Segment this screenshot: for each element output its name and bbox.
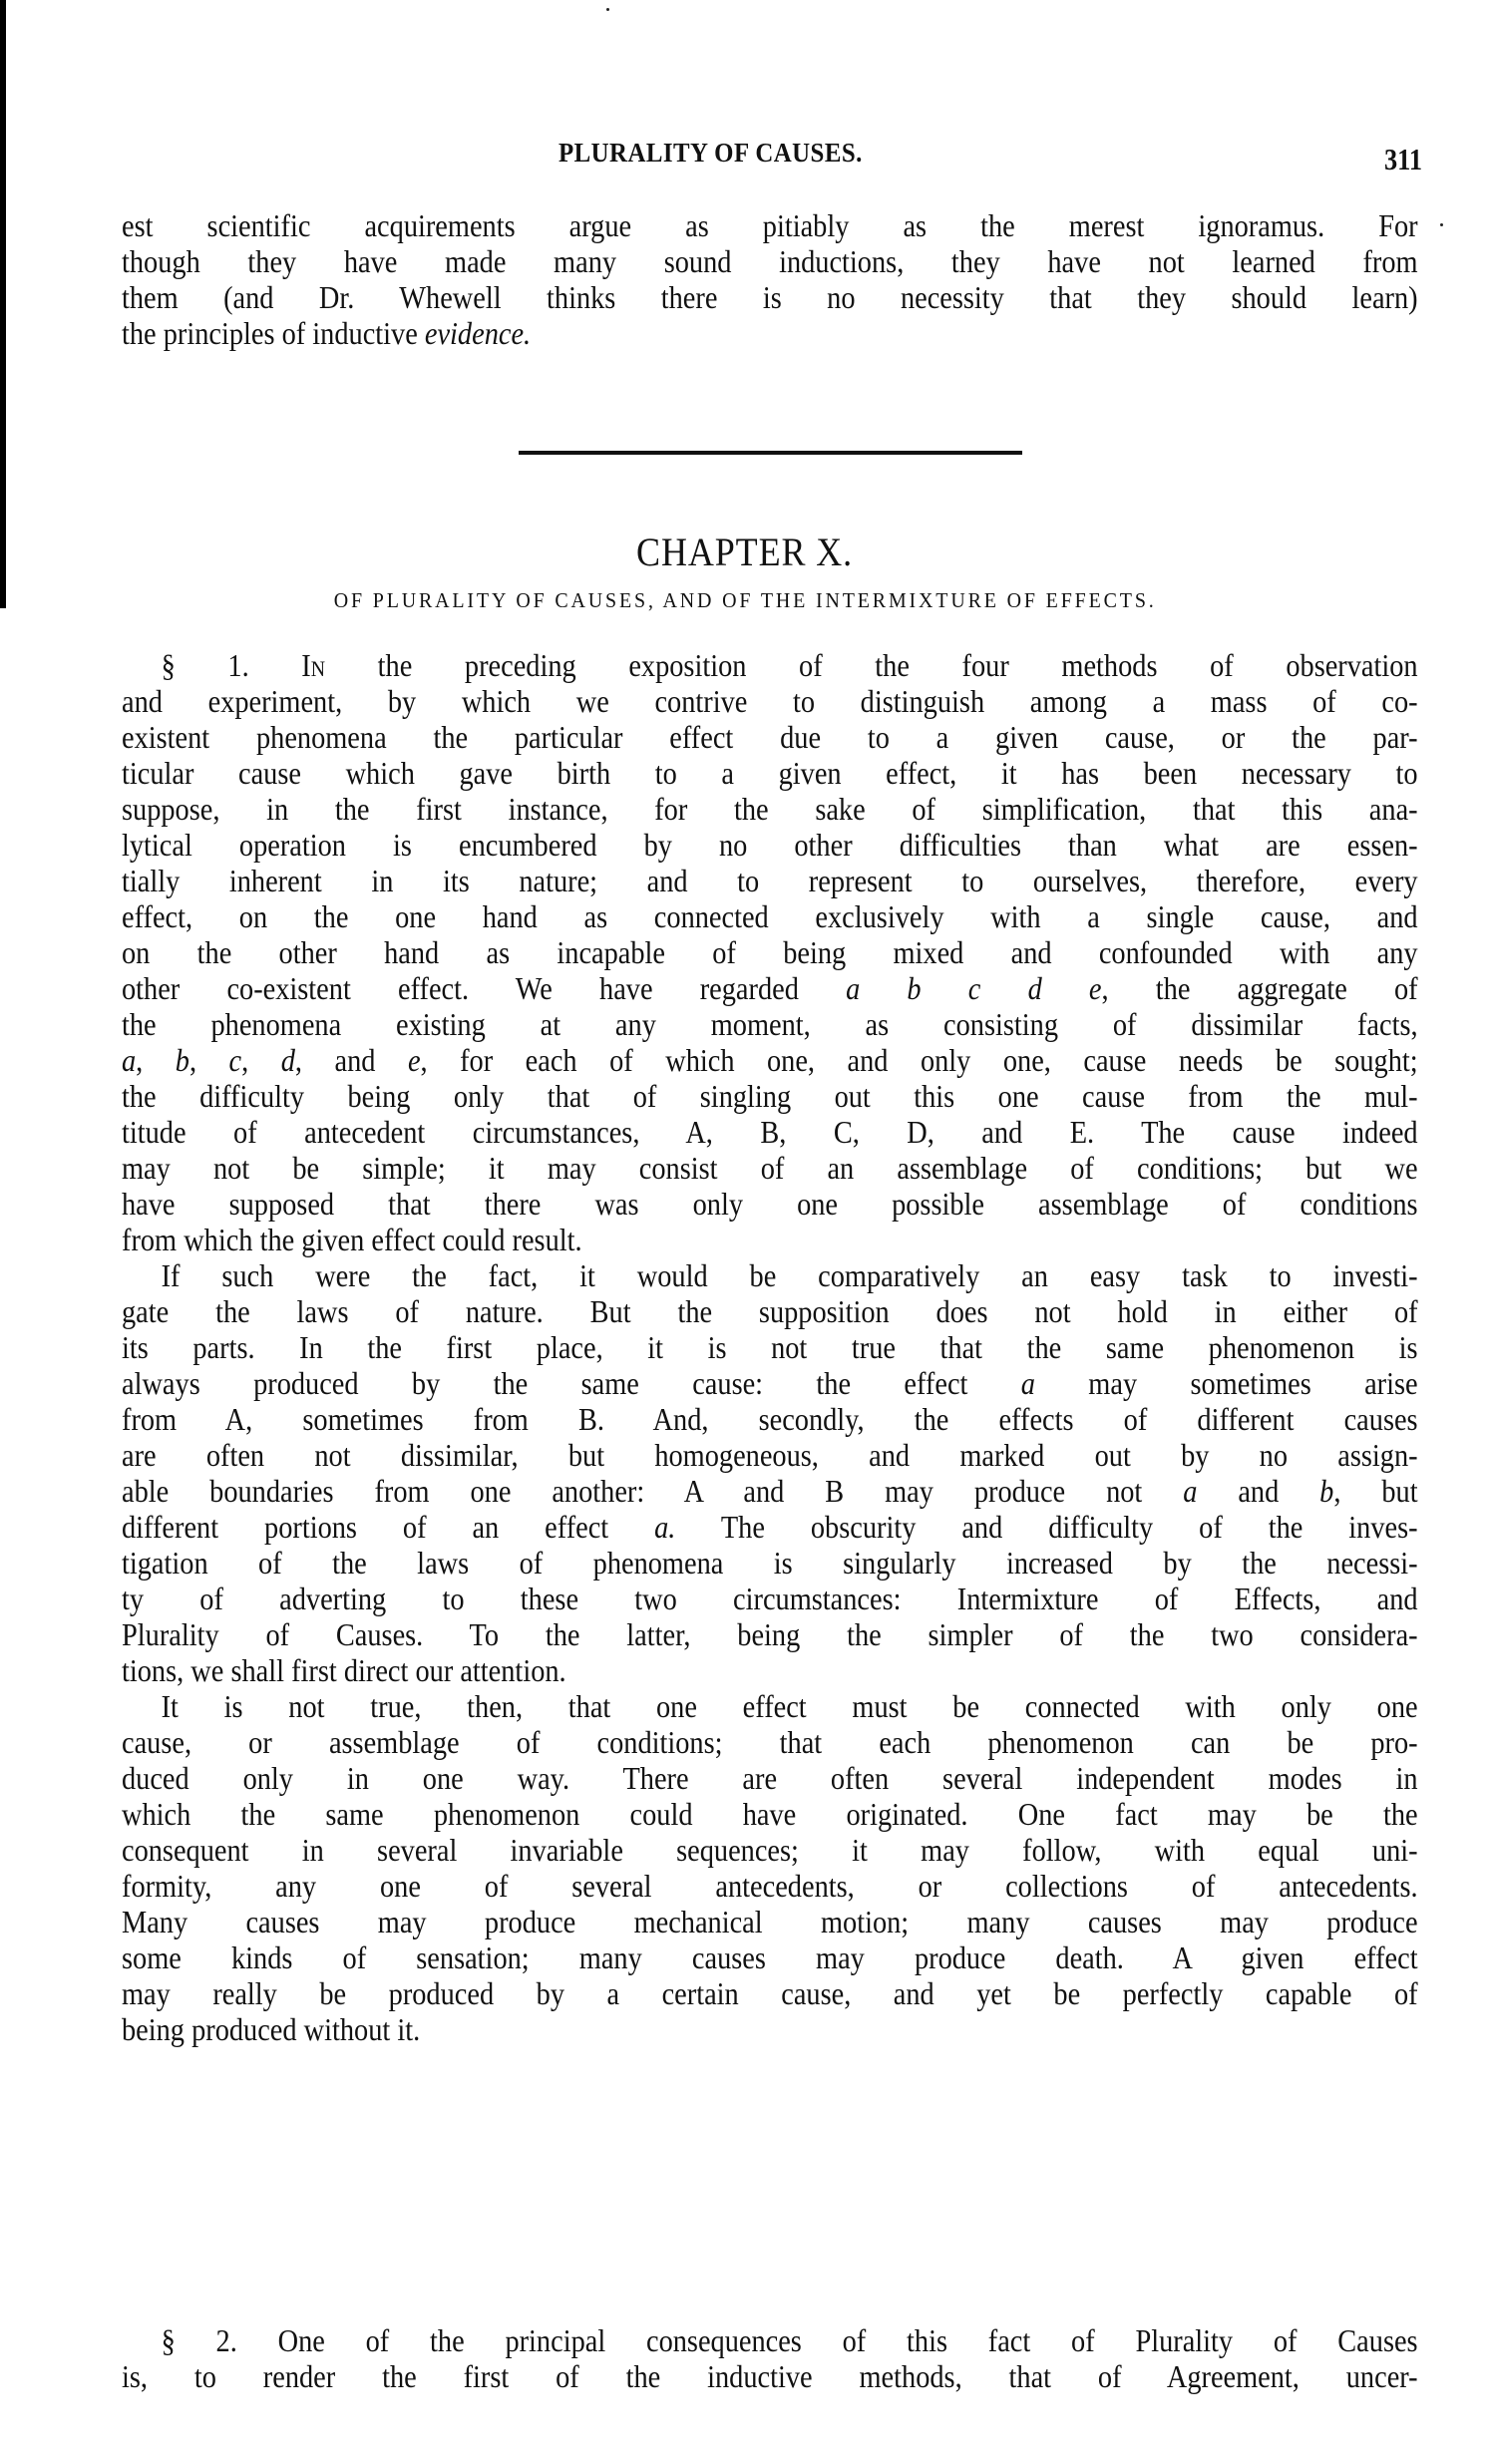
- text-fragment: able boundaries from one another: A and B may produce not: [122, 1474, 1184, 1509]
- text-line: duced only in one way. There are often several independent modes in: [122, 1761, 1418, 1796]
- page-edge-shadow: [0, 0, 6, 608]
- section-marker: § 1.: [161, 648, 302, 683]
- text-line: ty of adverting to these two circumstances: Intermixture of Effects, and: [122, 1582, 1418, 1616]
- text-line: which the same phenomenon could have originated. One fact may be the: [122, 1797, 1418, 1832]
- text-line: [122, 648, 1418, 684]
- text-line: [122, 1366, 1418, 1402]
- italic-letter: e: [407, 1043, 421, 1078]
- running-head: [0, 138, 1490, 177]
- text-line: If such were the fact, it would be comparatively an easy task to investi-: [161, 1258, 1418, 1293]
- text-line: tions, we shall first direct our attention.: [122, 1653, 566, 1688]
- italic-letter: a.: [654, 1510, 676, 1545]
- section-2-paragraph: [122, 2323, 1418, 2395]
- text-line: being produced without it.: [122, 2012, 421, 2047]
- dropcap-word: In: [301, 648, 326, 683]
- text-fragment: always produced by the same cause: the effect: [122, 1366, 1021, 1401]
- text-line: [122, 971, 1418, 1007]
- text-line: and experiment, by which we contrive to distinguish among a mass of co-: [122, 684, 1418, 719]
- text-fragment: the preceding exposition of the four methods of observation: [325, 648, 1418, 683]
- text-line: though they have made many sound inductions, they have not learned from: [122, 244, 1418, 279]
- text-line: may really be produced by a certain cause, and yet be perfectly capable of: [122, 1976, 1418, 2011]
- italic-letter: b: [175, 1043, 189, 1078]
- text-fragment: the principles of inductive: [122, 316, 425, 351]
- running-title: PLURALITY OF CAUSES.: [559, 138, 863, 168]
- text-line: from which the given effect could result.: [122, 1223, 582, 1257]
- italic-letter: c: [228, 1043, 242, 1078]
- italic-word: evidence.: [424, 316, 532, 351]
- text-line: the phenomena existing at any moment, as consisting of dissimilar facts,: [122, 1007, 1418, 1042]
- italic-letter: b: [1319, 1474, 1334, 1509]
- stray-mark: [1440, 223, 1443, 226]
- text-line: titude of antecedent circumstances, A, B, C, D, and E. The cause indeed: [122, 1115, 1418, 1150]
- text-line: est scientific acquirements argue as pitiably as the merest ignoramus. For: [122, 208, 1418, 243]
- text-line: is, to render the first of the inductive methods, that of Agreement, uncer-: [122, 2359, 1418, 2394]
- text-line: effect, on the one hand as connected exclusively with a single cause, and: [122, 899, 1418, 934]
- text-fragment: , for each of which one, and only one, cause needs be sought;: [420, 1043, 1418, 1078]
- text-line: suppose, in the first instance, for the sake of simplification, that this ana-: [122, 792, 1418, 827]
- text-line: Many causes may produce mechanical motion; many causes may produce: [122, 1905, 1418, 1939]
- text-fragment: , but: [1333, 1474, 1418, 1509]
- chapter-subtitle-text: OF PLURALITY OF CAUSES, AND OF THE INTERMIXTURE OF EFFECTS.: [333, 588, 1157, 612]
- text-line: may not be simple; it may consist of an assemblage of conditions; but we: [122, 1151, 1418, 1186]
- italic-letter: a: [1020, 1366, 1035, 1401]
- text-line: from A, sometimes from B. And, secondly, the effects of different causes: [122, 1402, 1418, 1437]
- italic-letters: a b c d e: [846, 971, 1102, 1006]
- text-line: on the other hand as incapable of being mixed and confounded with any: [122, 935, 1418, 970]
- text-line: have supposed that there was only one possible assemblage of conditions: [122, 1187, 1418, 1222]
- text-line: [122, 1474, 1418, 1510]
- chapter-title-text: CHAPTER X.: [636, 529, 854, 574]
- text-line: are often not dissimilar, but homogeneous, and marked out by no assign-: [122, 1438, 1418, 1473]
- text-line: [122, 1510, 1418, 1546]
- chapter-title: [0, 528, 1490, 575]
- section-divider-rule: [519, 451, 1022, 455]
- text-line: lytical operation is encumbered by no other difficulties than what are essen-: [122, 828, 1418, 863]
- text-line: formity, any one of several antecedents, or collections of antecedents.: [122, 1869, 1418, 1904]
- text-line: tially inherent in its nature; and to represent to ourselves, therefore, every: [122, 864, 1418, 898]
- text-line: the difficulty being only that of singling out this one cause from the mul-: [122, 1079, 1418, 1114]
- carryover-paragraph: [122, 208, 1418, 352]
- text-line: some kinds of sensation; many causes may produce death. A given effect: [122, 1940, 1418, 1975]
- chapter-subtitle: [0, 588, 1490, 613]
- text-line: [122, 316, 1418, 352]
- text-line: § 2. One of the principal consequences of this fact of Plurality of Causes: [161, 2323, 1418, 2358]
- text-line: existent phenomena the particular effect due to a given cause, or the par-: [122, 720, 1418, 755]
- text-line: a, b, c, d, and e, for each of which one, and only one, cause needs be sought;: [122, 1043, 1418, 1078]
- text-fragment: , the aggregate of: [1101, 971, 1418, 1006]
- text-line: consequent in several invariable sequences; it may follow, with equal uni-: [122, 1833, 1418, 1868]
- text-line: its parts. In the first place, it is not true that the same phenomenon is: [122, 1330, 1418, 1365]
- section-1-paragraph: [122, 648, 1418, 2048]
- text-fragment: and: [1197, 1474, 1320, 1509]
- text-line: ticular cause which gave birth to a given effect, it has been necessary to: [122, 756, 1418, 791]
- text-fragment: different portions of an effect: [122, 1510, 655, 1545]
- text-fragment: other co-existent effect. We have regarded: [122, 971, 847, 1006]
- text-line: them (and Dr. Whewell thinks there is no necessity that they should learn): [122, 280, 1418, 315]
- text-line: tigation of the laws of phenomena is singularly increased by the necessi-: [122, 1546, 1418, 1581]
- text-line: cause, or assemblage of conditions; that each phenomenon can be pro-: [122, 1725, 1418, 1760]
- text-line: Plurality of Causes. To the latter, being the simpler of the two considera-: [122, 1617, 1418, 1652]
- italic-letter: a: [122, 1043, 137, 1078]
- text-line: It is not true, then, that one effect must be connected with only one: [161, 1689, 1418, 1724]
- text-line: gate the laws of nature. But the supposition does not hold in either of: [122, 1294, 1418, 1329]
- text-fragment: The obscurity and difficulty of the inves-: [675, 1510, 1418, 1545]
- italic-letter: a: [1183, 1474, 1198, 1509]
- italic-letter: d: [280, 1043, 295, 1078]
- stray-mark: [606, 8, 609, 11]
- text-fragment: may sometimes arise: [1034, 1366, 1418, 1401]
- page-number: 311: [1384, 142, 1423, 176]
